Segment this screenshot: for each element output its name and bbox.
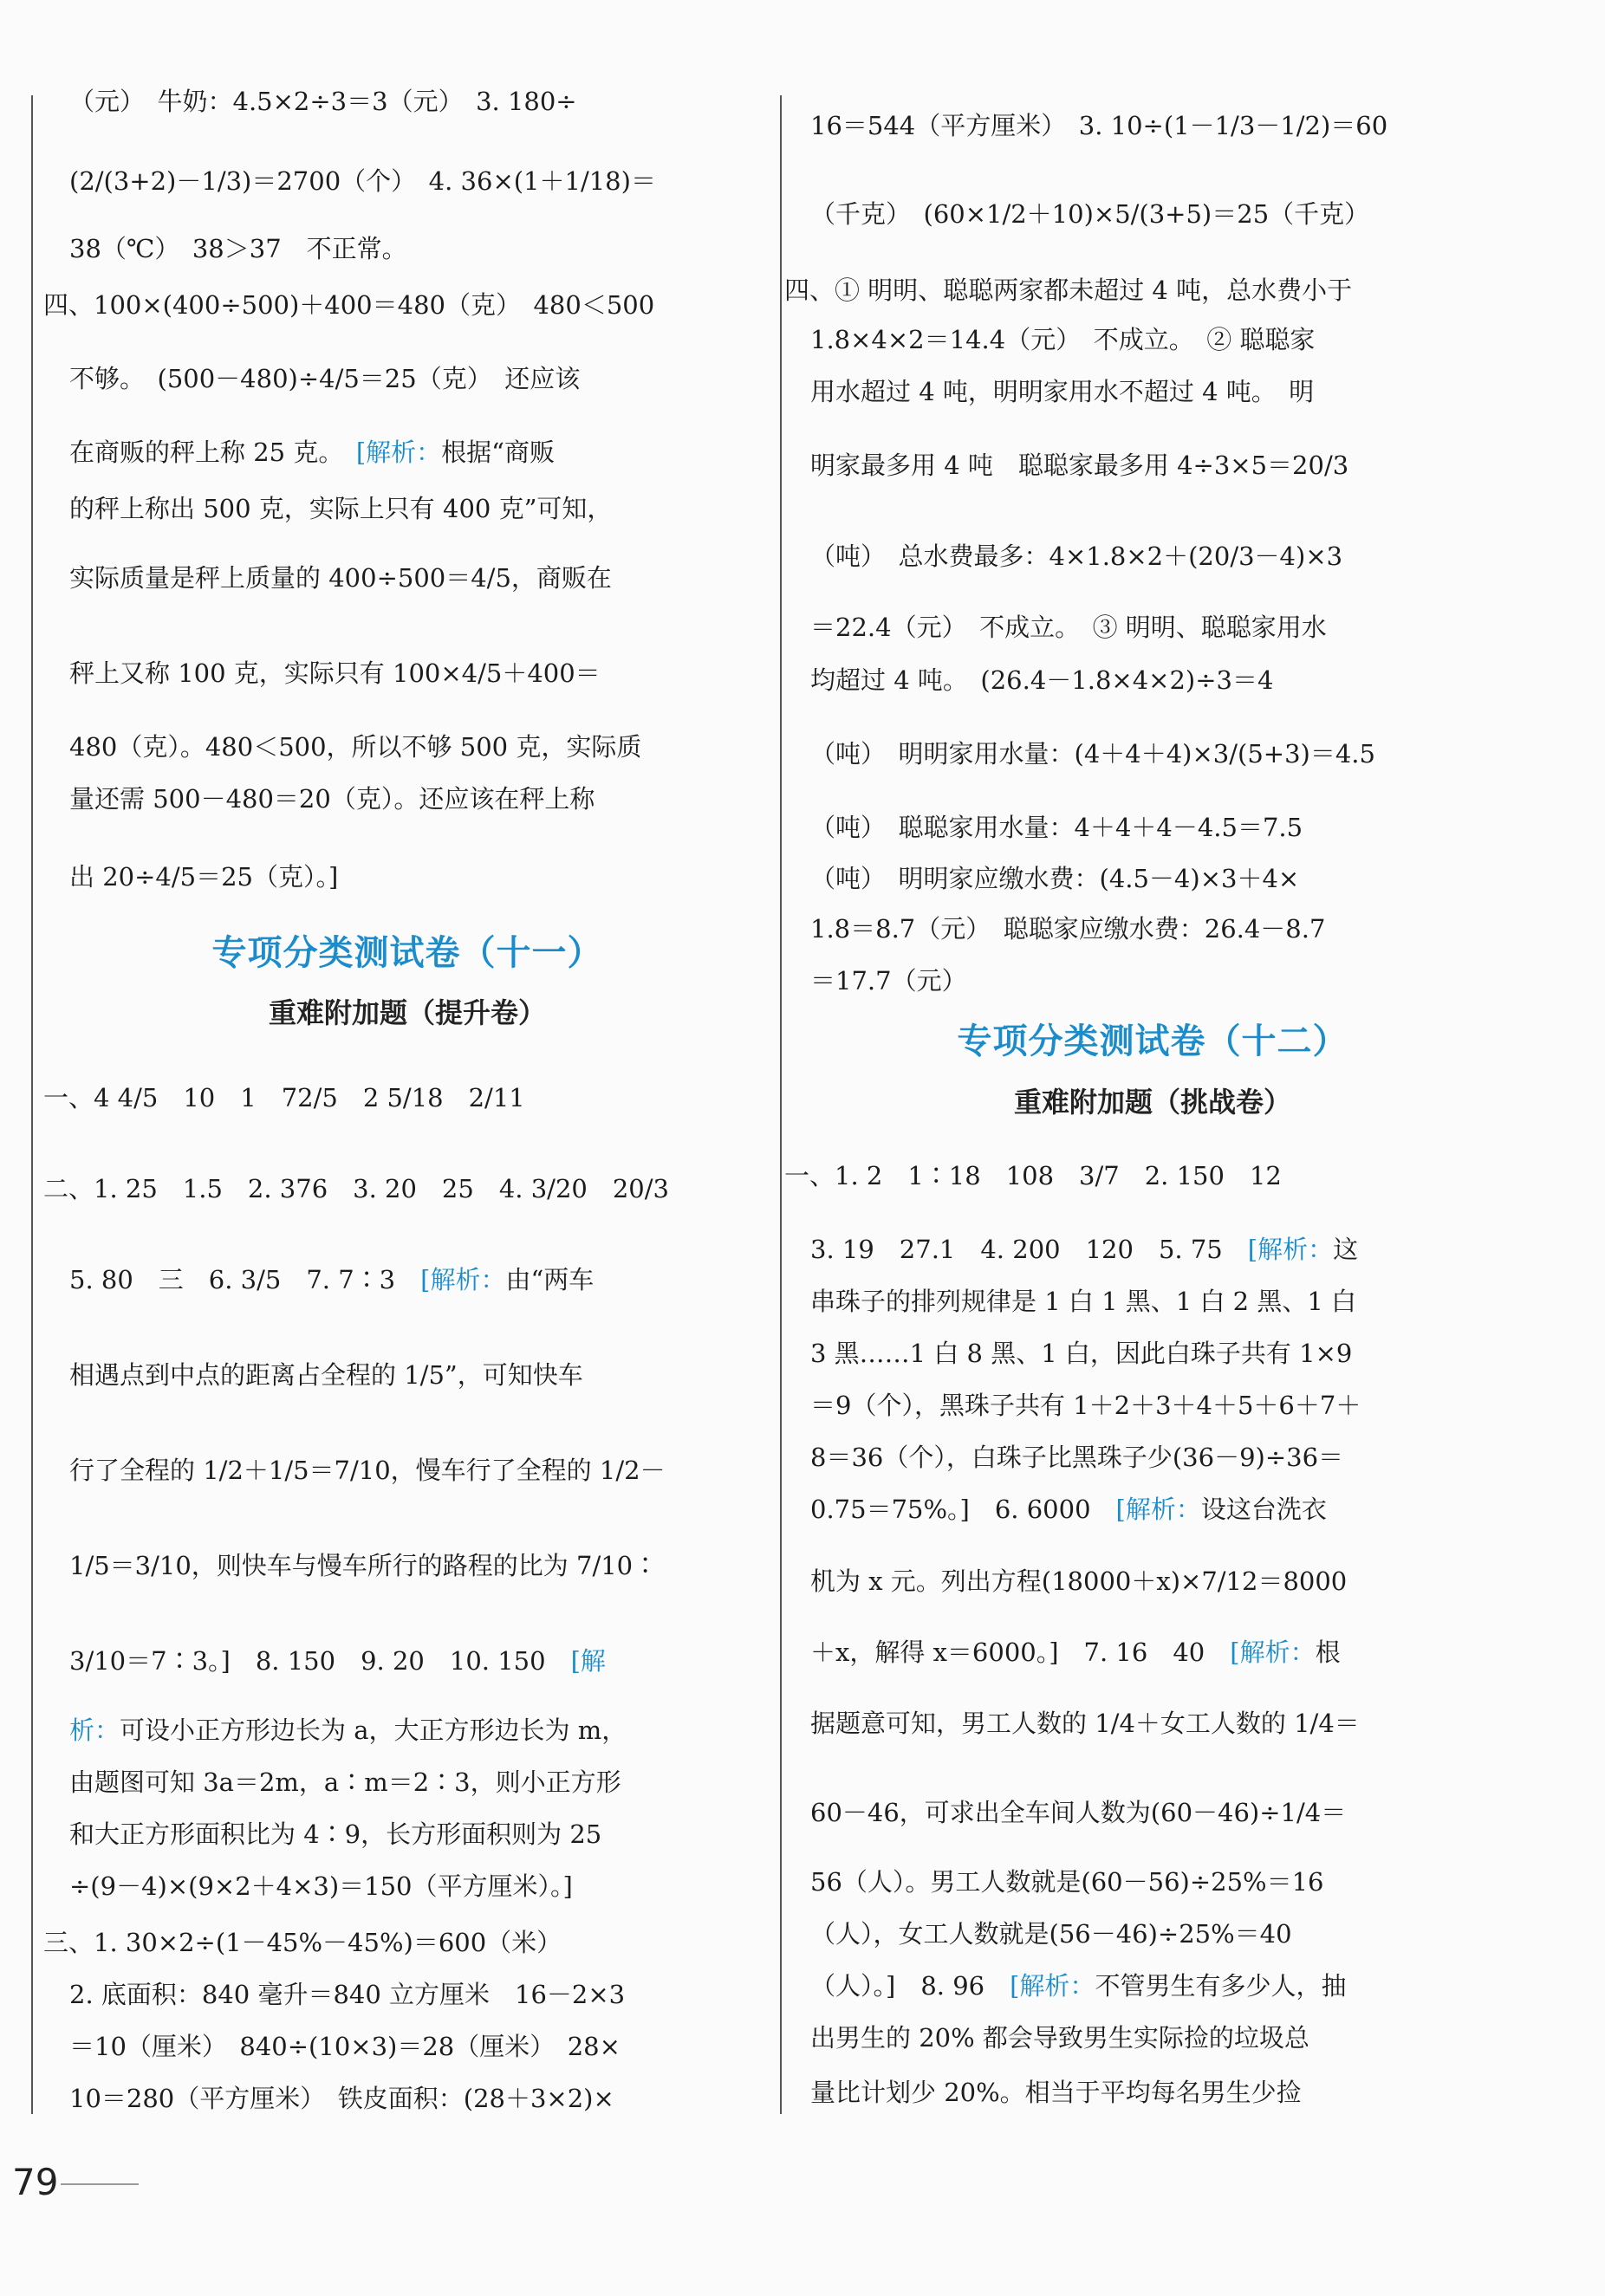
text-line: 实际质量是秤上质量的 400÷500＝4/5，商贩在: [69, 563, 612, 593]
page-number: 79: [12, 2161, 59, 2203]
text-line: 16＝544（平方厘米） 3. 10÷(1－1/3－1/2)＝60: [810, 111, 1388, 140]
text-line: 出 20÷4/5＝25（克）。]: [69, 862, 339, 892]
answer-line: 3/10＝7∶3。] 8. 150 9. 20 10. 150 [解: [69, 1646, 606, 1676]
answer-line: （人）。] 8. 96 [解析：不管男生有多少人，抽: [810, 1971, 1347, 2001]
section-subtitle: 重难附加题（提升卷）: [268, 996, 546, 1029]
answer-line: 56（人）。男工人数就是(60－56)÷25%＝16: [810, 1867, 1324, 1897]
page-number-rule: [61, 2183, 139, 2185]
text-line: （吨） 聪聪家用水量：4＋4＋4－4.5＝7.5: [810, 813, 1303, 842]
answer-line: 8＝36（个），白珠子比黑珠子少(36－9)÷36＝: [810, 1443, 1344, 1472]
text-line: ＝22.4（元） 不成立。 ③ 明明、聪聪家用水: [810, 613, 1327, 642]
answer-line: 60－46，可求出全车间人数为(60－46)÷1/4＝: [810, 1798, 1347, 1827]
text-line: 明家最多用 4 吨 聪聪家最多用 4÷3×5＝20/3: [810, 451, 1349, 480]
answer-line: 出男生的 20% 都会导致男生实际捡的垃圾总: [810, 2023, 1309, 2053]
text-line: （千克） (60×1/2＋10)×5/(3+5)＝25（千克）: [810, 199, 1370, 229]
section-title: 专项分类测试卷（十二）: [957, 1022, 1348, 1061]
answer-line: ＝9（个），黑珠子共有 1＋2＋3＋4＋5＋6＋7＋: [810, 1391, 1361, 1420]
answer-line: 机为 x 元。列出方程(18000＋x)×7/12＝8000: [810, 1566, 1348, 1596]
text-line: （吨） 明明家用水量：(4＋4＋4)×3/(5+3)＝4.5: [810, 739, 1375, 769]
text-line: 均超过 4 吨。 (26.4－1.8×4×2)÷3＝4: [810, 665, 1274, 695]
answer-line: ＋x，解得 x＝6000。] 7. 16 40 [解析：根: [810, 1638, 1341, 1667]
answer-line: 10＝280（平方厘米） 铁皮面积：(28＋3×2)×: [69, 2084, 614, 2113]
answer-line: 3 黑……1 白 8 黑、1 白，因此白珠子共有 1×9: [810, 1339, 1353, 1368]
answer-line: 析：可设小正方形边长为 a，大正方形边长为 m，: [69, 1716, 627, 1745]
answer-line: 三、1. 30×2÷(1－45%－45%)＝600（米）: [43, 1928, 562, 1957]
text-line: 1.8＝8.7（元） 聪聪家应缴水费：26.4－8.7: [810, 914, 1326, 944]
text-line: （元） 牛奶：4.5×2÷3＝3（元） 3. 180÷: [69, 87, 577, 116]
text-line: 在商贩的秤上称 25 克。 [解析：根据“商贩: [69, 438, 555, 467]
section-title: 专项分类测试卷（十一）: [211, 933, 603, 973]
answer-line: 相遇点到中点的距离占全程的 1/5”，可知快车: [69, 1360, 583, 1390]
section-subtitle: 重难附加题（挑战卷）: [1013, 1086, 1291, 1119]
text-line: 用水超过 4 吨，明明家用水不超过 4 吨。 明: [810, 377, 1315, 406]
answer-line: 5. 80 三 6. 3/5 7. 7∶3 [解析：由“两车: [69, 1265, 595, 1294]
answer-line: 3. 19 27.1 4. 200 120 5. 75 [解析：这: [810, 1235, 1359, 1264]
answer-line: 由题图可知 3a＝2m，a∶m＝2∶3，则小正方形: [69, 1767, 621, 1797]
answer-line: 串珠子的排列规律是 1 白 1 黑、1 白 2 黑、1 白: [810, 1287, 1357, 1316]
text-line: 的秤上称出 500 克，实际上只有 400 克”可知，: [69, 494, 613, 523]
answer-line: 一、4 4/5 10 1 72/5 2 5/18 2/11: [43, 1083, 525, 1112]
answer-line: 二、1. 25 1.5 2. 376 3. 20 25 4. 3/20 20/3: [43, 1174, 669, 1203]
text-line: 秤上又称 100 克，实际只有 100×4/5＋400＝: [69, 658, 601, 688]
left-margin-rule: [31, 95, 33, 2114]
text-line: 38（℃） 38＞37 不正常。: [69, 234, 407, 263]
answer-line: 行了全程的 1/2＋1/5＝7/10，慢车行了全程的 1/2－: [69, 1456, 666, 1485]
text-line: 1.8×4×2＝14.4（元） 不成立。 ② 聪聪家: [810, 325, 1316, 354]
answer-line: 量比计划少 20%。相当于平均每名男生少捡: [810, 2078, 1302, 2107]
answer-line: 和大正方形面积比为 4∶9，长方形面积则为 25: [69, 1819, 602, 1849]
answer-line: ÷(9－4)×(9×2＋4×3)＝150（平方厘米）。]: [69, 1871, 573, 1901]
answer-line: （人），女工人数就是(56－46)÷25%＝40: [810, 1919, 1292, 1949]
text-line: 不够。 (500－480)÷4/5＝25（克） 还应该: [69, 364, 581, 393]
answer-line: 一、1. 2 1∶18 108 3/7 2. 150 12: [784, 1161, 1282, 1190]
answer-line: ＝10（厘米） 840÷(10×3)＝28（厘米） 28×: [69, 2032, 621, 2061]
column-divider: [780, 95, 782, 2114]
text-line: 量还需 500－480＝20（克）。还应该在秤上称: [69, 784, 595, 814]
answer-line: 2. 底面积：840 毫升＝840 立方厘米 16－2×3: [69, 1980, 626, 2009]
text-line: 480（克）。480＜500，所以不够 500 克，实际质: [69, 732, 642, 762]
answer-line: 1/5＝3/10，则快车与慢车所行的路程的比为 7/10∶: [69, 1551, 659, 1580]
text-line: (2/(3+2)－1/3)＝2700（个） 4. 36×(1＋1/18)＝: [69, 166, 656, 196]
text-line: （吨） 总水费最多：4×1.8×2＋(20/3－4)×3: [810, 542, 1343, 571]
answer-line: 0.75＝75%。] 6. 6000 [解析：设这台洗衣: [810, 1495, 1327, 1524]
text-line: ＝17.7（元）: [810, 966, 967, 996]
text-line: 四、100×(400÷500)＋400＝480（克） 480＜500: [43, 290, 655, 320]
text-line: （吨） 明明家应缴水费：(4.5－4)×3＋4×: [810, 864, 1300, 893]
text-line: 四、① 明明、聪聪两家都未超过 4 吨，总水费小于: [784, 276, 1353, 305]
answer-line: 据题意可知，男工人数的 1/4＋女工人数的 1/4＝: [810, 1709, 1360, 1738]
